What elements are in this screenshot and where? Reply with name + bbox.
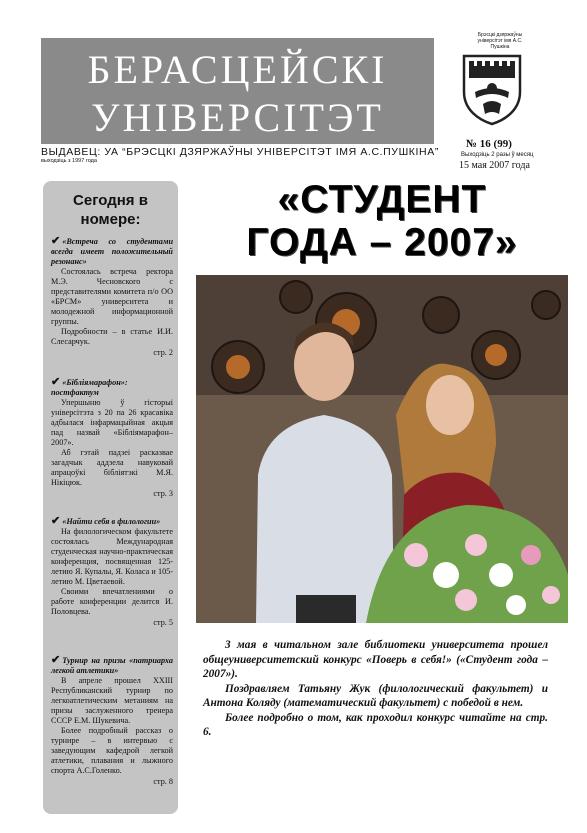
sidebar-title: Сегодня в номере:	[73, 192, 148, 228]
masthead-banner	[41, 38, 434, 144]
sidebar-item	[51, 516, 173, 628]
in-this-issue-sidebar	[43, 181, 178, 814]
article-heading: «Найти себя в филологии»	[62, 517, 161, 526]
checkmark-icon: ✔	[51, 235, 61, 247]
article-summary: В апреле прошел XXIII Республиканский турнир по легкоатлетическим метаниям на призы заслуженного тренера СССР Е.М. Шукевича.	[51, 676, 173, 725]
publisher-line: ВЫДАВЕЦ: УА “БРЭСЦКІ ДЗЯРЖАЎНЫ УНІВЕРСІТЭТ ІМЯ А.С.ПУШКІНА”	[41, 146, 439, 158]
page-reference: стр. 5	[153, 618, 173, 627]
headline-line1: «СТУДЕНТ	[277, 178, 487, 221]
page-reference: стр. 2	[153, 348, 173, 357]
university-name-small: Брэсцкі дзяржаўны універсітэт імя А.С. Пушкіна	[477, 32, 523, 50]
newspaper-title-line1: БЕРАСЦЕЙСКІ	[87, 47, 388, 92]
checkmark-icon: ✔	[51, 515, 61, 527]
issue-number: № 16 (99)	[466, 138, 512, 150]
article-heading: «Бібліямарафон»: постфактум	[51, 378, 128, 397]
winners-photo	[196, 275, 568, 623]
checkmark-icon: ✔	[51, 654, 61, 666]
sidebar-item	[51, 655, 173, 787]
founded-note: выходзіць з 1997 года	[41, 158, 97, 164]
checkmark-icon: ✔	[51, 376, 61, 388]
page-reference: стр. 3	[153, 489, 173, 498]
article-more: Подробности – в статье И.И. Слесарчук.	[51, 327, 173, 346]
page-reference: стр. 8	[153, 777, 173, 786]
photo-caption	[203, 638, 548, 740]
article-heading: Турнир на призы «патриарха легкой атлетики»	[51, 656, 173, 675]
caption-paragraph: Более подробно о том, как проходил конкурс читайте на стр. 6.	[203, 711, 548, 738]
caption-paragraph: 3 мая в читальном зале библиотеки университета прошел общеуниверситетский конкурс «Поверь в себя!» («Студент года – 2007»).	[203, 639, 548, 680]
article-summary: На филологическом факультете состоялась Международная студенческая научно-практическая конференция, посвященная 125-летию Я. Купалы, Я. Коласа и 105-летию М. Цветаевой.	[51, 527, 173, 586]
caption-paragraph: Поздравляем Татьяну Жук (филологический факультет) и Антона Коляду (математический факультет) с победой в нем.	[203, 682, 548, 709]
university-emblem-icon	[461, 52, 523, 126]
article-more: Аб гэтай падзеі расказвае загадчык аддзела навуковай апрацоўкі бібліятэкі М.Я. Нікіцюк.	[51, 448, 173, 487]
headline-line2: ГОДА – 2007»	[246, 221, 518, 264]
issue-date: 15 мая 2007 года	[459, 160, 530, 171]
sidebar-item	[51, 236, 173, 358]
newspaper-title-line2: УНІВЕРСІТЭТ	[91, 95, 384, 140]
main-headline	[196, 178, 568, 264]
sidebar-item	[51, 377, 173, 499]
article-more: Более подробный рассказ о турнире – в интервью с заведующим кафедрой легкой атлетики, плавания и лыжного спорта А.С.Голенко.	[51, 726, 173, 775]
article-summary: Упершыню ў гісторыі універсітэта з 20 па 26 красавіка адбылася інфармацыйная акцыя пад назвай «Бібліямарафон– 2007».	[51, 398, 173, 447]
article-heading: «Встреча со студентами всегда имеет положительный резонанс»	[51, 237, 173, 266]
article-more: Своими впечатлениями о работе конференции делится И. Половцева.	[51, 587, 173, 616]
issue-frequency: Выходзіць 2 разы ў месяц	[461, 152, 534, 158]
article-summary: Состоялась встреча ректора М.Э. Чесновского с представителями комитета п/о ОО «БРСМ» университета и молодежной информационной группы.	[51, 267, 173, 326]
